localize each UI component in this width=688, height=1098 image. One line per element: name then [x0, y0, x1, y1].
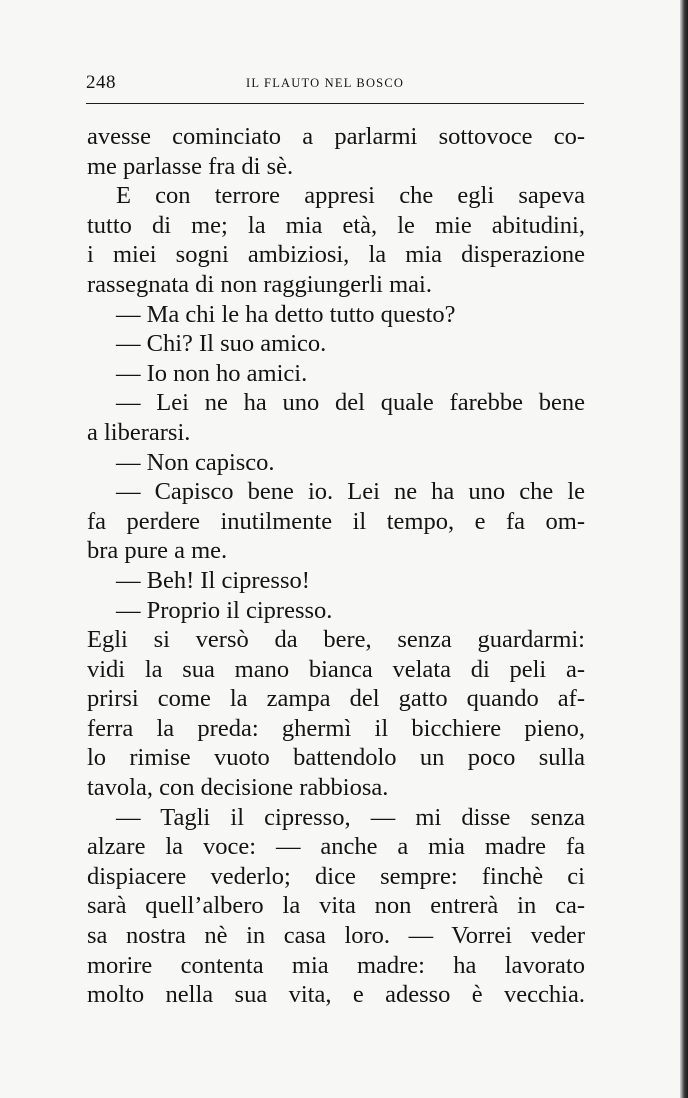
body-text: [87, 122, 585, 1010]
text-line: fa perdere inutilmente il tempo, e fa om-: [87, 507, 585, 535]
text-line: — Chi? Il suo amico.: [116, 330, 327, 358]
text-line: Egli si versò da bere, senza guardarmi:: [87, 626, 585, 654]
text-line: sarà quell’albero la vita non entrerà in ca-: [87, 892, 585, 920]
text-line: — Capisco bene io. Lei ne ha uno che le: [116, 478, 585, 506]
text-line: i miei sogni ambiziosi, la mia disperazione: [87, 241, 585, 269]
text-line: bra pure a me.: [87, 537, 228, 565]
text-line: — Ma chi le ha detto tutto questo?: [116, 300, 456, 328]
header-rule: [86, 103, 584, 104]
text-line: E con terrore appresi che egli sapeva: [116, 182, 585, 210]
text-line: lo rimise vuoto battendolo un poco sulla: [87, 744, 585, 772]
text-line: dispiacere vederlo; dice sempre: finchè ci: [87, 862, 585, 890]
page-number: 248: [86, 72, 116, 93]
text-line: me parlasse fra di sè.: [87, 152, 294, 180]
text-line: molto nella sua vita, e adesso è vecchia.: [87, 981, 585, 1009]
text-line: — Io non ho amici.: [116, 359, 308, 387]
text-line: avesse cominciato a parlarmi sottovoce co-: [87, 123, 585, 150]
page-header: [86, 72, 584, 96]
text-line: rassegnata di non raggiungerli mai.: [87, 270, 432, 298]
text-line: — Tagli il cipresso, — mi disse senza: [116, 803, 585, 831]
text-line: ferra la preda: ghermì il bicchiere pieno,: [87, 714, 585, 742]
running-title: IL FLAUTO NEL BOSCO: [246, 76, 405, 90]
text-line: — Beh! Il cipresso!: [116, 566, 310, 594]
text-line: alzare la voce: — anche a mia madre fa: [87, 833, 585, 861]
text-line: — Non capisco.: [116, 448, 275, 476]
text-line: — Lei ne ha uno del quale farebbe bene: [116, 389, 585, 417]
text-line: a liberarsi.: [87, 418, 191, 446]
text-line: — Proprio il cipresso.: [116, 596, 333, 624]
text-line: morire contenta mia madre: ha lavorato: [87, 951, 585, 979]
text-line: tutto di me; la mia età, le mie abitudini,: [87, 211, 585, 239]
page-edge-shadow: [680, 0, 688, 1098]
text-line: sa nostra nè in casa loro. — Vorrei veder: [87, 922, 585, 950]
text-line: tavola, con decisione rabbiosa.: [87, 774, 389, 802]
text-line: prirsi come la zampa del gatto quando af-: [87, 685, 585, 713]
text-line: vidi la sua mano bianca velata di peli a-: [87, 655, 585, 683]
